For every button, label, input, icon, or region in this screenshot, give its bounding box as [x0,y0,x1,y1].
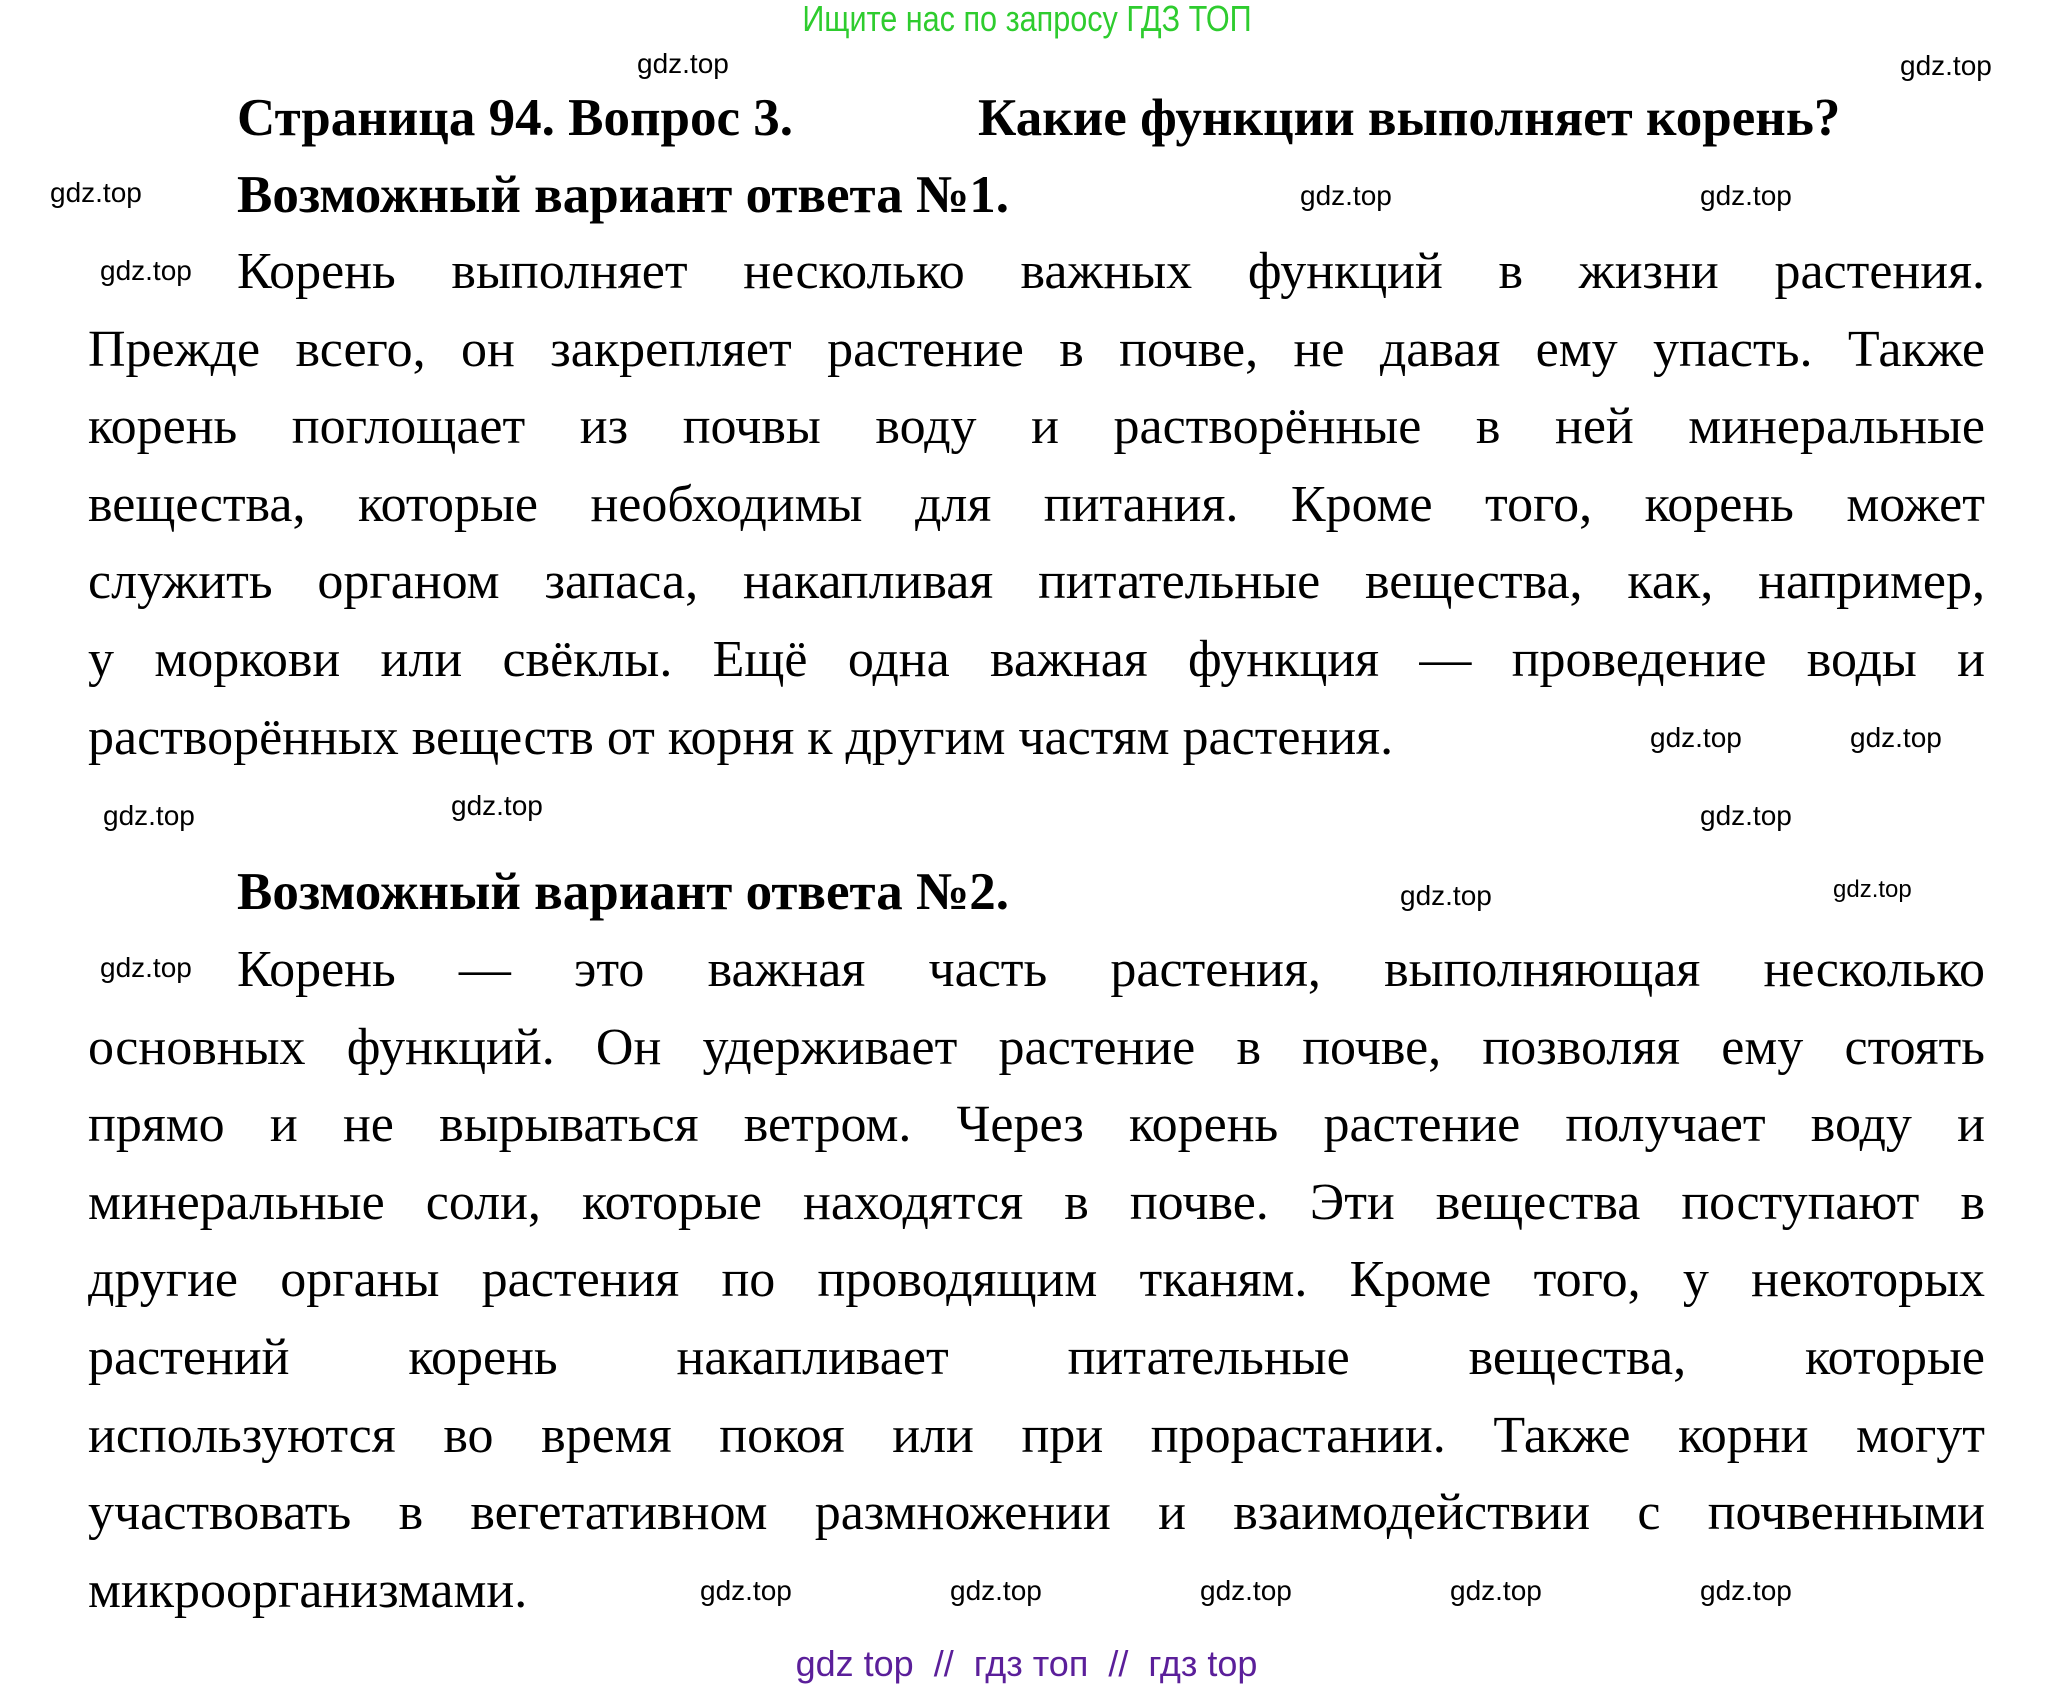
watermark-text: gdz.top [1833,876,1912,903]
text-line: Корень — это важная часть растения, выполняющая несколько [237,941,1985,998]
watermark-text: gdz.top [1900,50,1992,81]
watermark-text: gdz.top [100,952,192,983]
question-title: Какие функции выполняет корень? [978,89,1841,147]
text-line: растений корень накапливает питательные вещества, которые [88,1329,1985,1386]
page-question-label: Страница 94. Вопрос 3. [237,89,793,147]
watermark-text: gdz.top [100,255,192,286]
watermark-text: gdz.top [950,1575,1042,1606]
text-line: Прежде всего, он закрепляет растение в почве, не давая ему упасть. Также [88,320,1985,378]
text-line: у моркови или свёклы. Ещё одна важная функция — проведение воды и [88,631,1985,688]
text-line: используются во время покоя или при прорастании. Также корни могут [88,1406,1985,1464]
watermark-text: gdz.top [103,800,195,831]
text-line: вещества, которые необходимы для питания. Кроме того, корень может [88,475,1985,533]
text-line: растворённых веществ от корня к другим частям растения. [88,708,1394,766]
answer-1-title: Возможный вариант ответа №1. [237,166,1009,224]
watermark-text: gdz.top [1700,800,1792,831]
watermark-text: gdz.top [637,48,729,79]
text-line: Корень выполняет несколько важных функций в жизни растения. [237,243,1985,300]
text-line: другие органы растения по проводящим тканям. Кроме того, у некоторых [88,1251,1985,1309]
text-line: участвовать в вегетативном размножении и взаимодействии с почвенными [88,1484,1985,1542]
search-banner: Ищите нас по запросу ГДЗ ТОП [801,0,1252,39]
watermark-text: gdz.top [1700,1575,1792,1606]
watermark-text: gdz.top [1300,180,1392,211]
text-line: корень поглощает из почвы воду и растворённые в ней минеральные [88,398,1985,456]
watermark-text: gdz.top [1400,880,1492,911]
watermark-text: gdz.top [451,790,543,821]
watermark-text: gdz.top [1650,722,1742,753]
watermark-text: gdz.top [1200,1575,1292,1606]
watermark-text: gdz.top [700,1575,792,1606]
text-line: служить органом запаса, накапливая питательные вещества, как, например, [88,553,1985,611]
text-line: основных функций. Он удерживает растение в почве, позволяя ему стоять [88,1018,1985,1076]
watermark-text: gdz.top [1850,722,1942,753]
text-line: минеральные соли, которые находятся в почве. Эти вещества поступают в [88,1173,1985,1231]
watermark-text: gdz.top [1700,180,1792,211]
text-line: микроорганизмами. [88,1561,528,1619]
answer-2-title: Возможный вариант ответа №2. [237,863,1009,921]
text-line: прямо и не вырываться ветром. Через корень растение получает воду и [88,1096,1985,1154]
watermark-text: gdz.top [1450,1575,1542,1606]
watermark-text: gdz.top [50,177,142,208]
bottom-banner: gdz top // гдз топ // гдз top [795,1643,1258,1684]
